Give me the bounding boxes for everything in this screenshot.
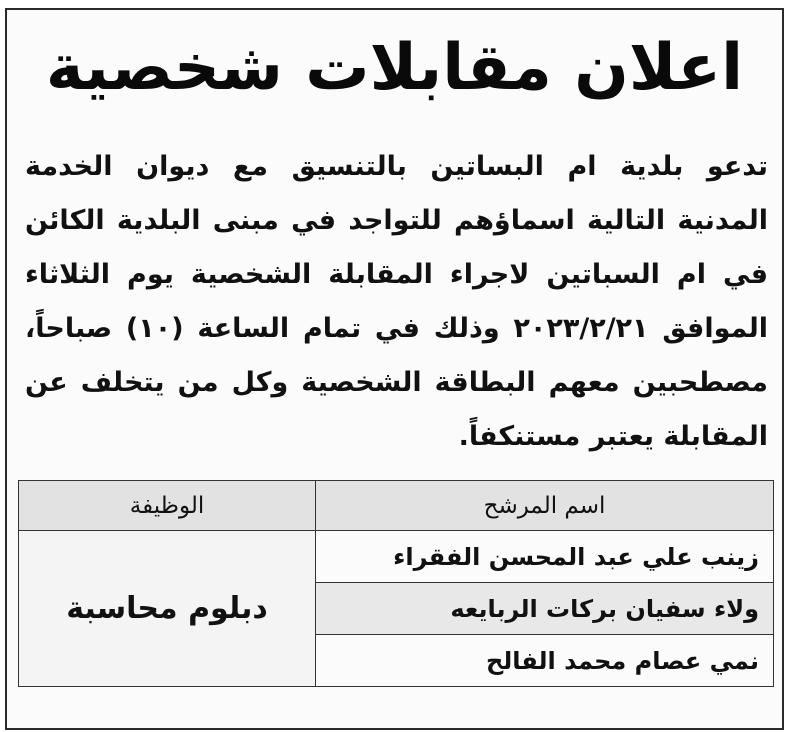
table-header-row [19,481,774,531]
header-job: الوظيفة [19,481,316,531]
announcement-title: اعلان مقابلات شخصية [45,31,744,105]
job-title: دبلوم محاسبة [19,531,316,687]
candidate-name: ولاء سفيان بركات الربايعه [316,583,774,635]
candidate-name: نمي عصام محمد الفالح [316,635,774,687]
announcement-body: تدعو بلدية ام البساتين بالتنسيق مع ديوان الخدمة المدنية التالية اسماؤهم للتواجد في مبنى البلدية الكائن في ام السباتين لاجراء المقابلة الشخصية يوم الثلاثاء الموافق ٢٠٢٣/٢/٢١ وذلك في تمام الساعة (١٠) صباحاً، مصطحبين معهم البطاقة الشخصية وكل من يتخلف عن المقابلة يعتبر مستنكفاً. [25,151,769,452]
candidates-table [18,480,774,687]
candidate-name: زينب علي عبد المحسن الفقراء [316,531,774,583]
table-row [19,531,774,583]
header-candidate-name: اسم المرشح [316,481,774,531]
